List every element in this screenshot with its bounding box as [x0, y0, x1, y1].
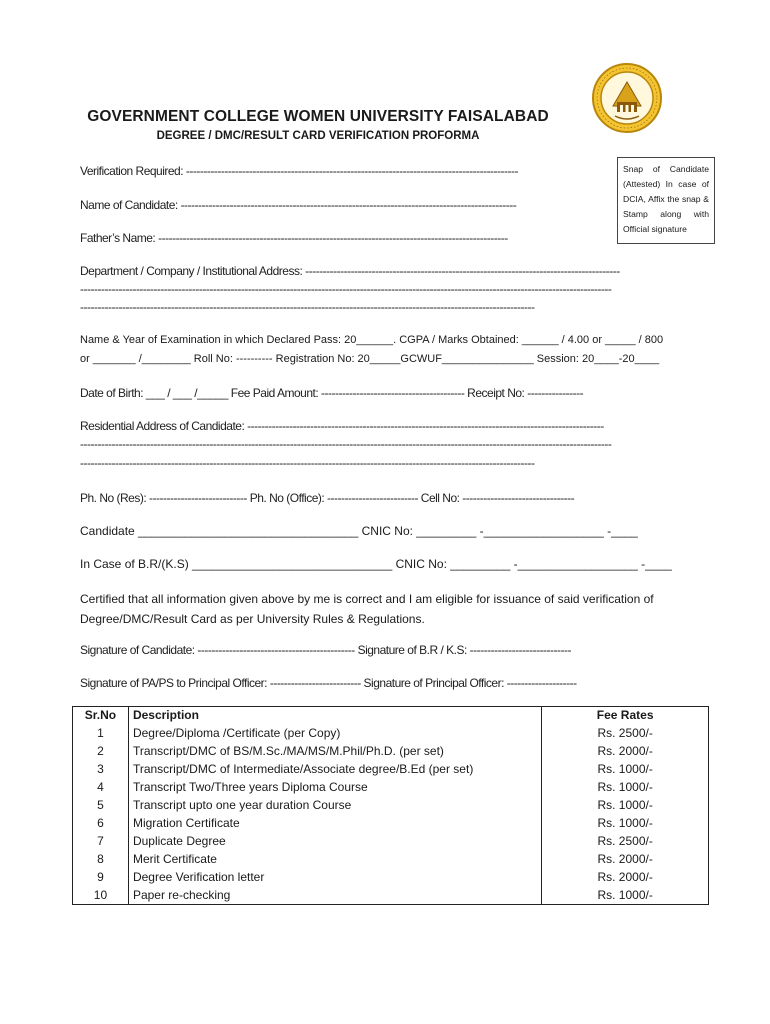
sr-cell: 6 [73, 815, 129, 833]
description-cell: Transcript/DMC of BS/M.Sc./MA/MS/M.Phil/Ph.D. (per set) [128, 743, 541, 761]
header-fee-rates: Fee Rates [542, 707, 709, 725]
page-title: GOVERNMENT COLLEGE WOMEN UNIVERSITY FAISALABAD [87, 108, 549, 125]
br-ks-cnic-field[interactable]: In Case of B.R/(K.S) ______________________________ CNIC No: _________ -__________________ -____ [80, 557, 672, 571]
sr-cell: 10 [73, 887, 129, 905]
table-header-row [73, 707, 709, 725]
sr-cell: 2 [73, 743, 129, 761]
table-row [73, 851, 709, 869]
sr-cell: 9 [73, 869, 129, 887]
residential-address-field[interactable]: Residential Address of Candidate: ------------------------------------------------------------------------------------------------------ [80, 419, 604, 433]
photo-snap-box[interactable]: Snap of Candidate (Attested) In case of DCIA, Affix the snap & Stamp along with Official signature [617, 157, 715, 244]
sr-cell: 4 [73, 779, 129, 797]
sr-cell: 8 [73, 851, 129, 869]
table-row [73, 833, 709, 851]
table-row [73, 725, 709, 743]
sr-cell: 5 [73, 797, 129, 815]
sr-cell: 3 [73, 761, 129, 779]
candidate-name-field[interactable]: Name of Candidate: ------------------------------------------------------------------------------------------------ [80, 198, 517, 212]
description-cell: Degree Verification letter [128, 869, 541, 887]
fee-cell: Rs. 2000/- [542, 869, 709, 887]
fee-cell: Rs. 1000/- [542, 815, 709, 833]
examination-details-line-1[interactable]: Name & Year of Examination in which Declared Pass: 20______. CGPA / Marks Obtained: ______ / 4.00 or _____ / 800 [80, 334, 664, 346]
table-row [73, 869, 709, 887]
fee-cell: Rs. 1000/- [542, 887, 709, 905]
table-row [73, 797, 709, 815]
description-cell: Paper re-checking [128, 887, 541, 905]
fee-cell: Rs. 2000/- [542, 851, 709, 869]
description-cell: Transcript upto one year duration Course [128, 797, 541, 815]
certification-statement: Certified that all information given above by me is correct and I am eligible for issuance of said verification of Degree/DMC/Result Card as per University Rules & Regulations. [80, 592, 654, 626]
dob-fee-receipt-field[interactable]: Date of Birth: ___ / ___ /_____ Fee Paid Amount: ----------------------------------------- Receipt No: ---------------- [80, 386, 584, 400]
table-row [73, 761, 709, 779]
header-description: Description [128, 707, 541, 725]
residential-address-line-3[interactable]: ---------------------------------------------------------------------------------------------------------------------------------- [80, 456, 535, 470]
fee-cell: Rs. 1000/- [542, 797, 709, 815]
table-row [73, 815, 709, 833]
fathers-name-field[interactable]: Father’s Name: ---------------------------------------------------------------------------------------------------- [80, 231, 508, 245]
page-subtitle: DEGREE / DMC/RESULT CARD VERIFICATION PROFORMA [156, 130, 480, 142]
phone-numbers-field[interactable]: Ph. No (Res): ---------------------------- Ph. No (Office): -------------------------- Cell No: -------------------------------- [80, 491, 575, 505]
candidate-cnic-field[interactable]: Candidate _________________________________ CNIC No: _________ -__________________ -____ [80, 524, 638, 538]
institutional-address-field[interactable]: Department / Company / Institutional Address: ------------------------------------------------------------------------------------------ [80, 264, 620, 278]
fee-cell: Rs. 2500/- [542, 833, 709, 851]
residential-address-line-2[interactable]: -------------------------------------------------------------------------------------------------------------------------------------------------------- [80, 437, 612, 451]
signature-candidate-br-field[interactable]: Signature of Candidate: --------------------------------------------- Signature of B.R / K.S: ----------------------------- [80, 643, 572, 657]
description-cell: Degree/Diploma /Certificate (per Copy) [128, 725, 541, 743]
description-cell: Migration Certificate [128, 815, 541, 833]
table-row [73, 743, 709, 761]
description-cell: Transcript/DMC of Intermediate/Associate degree/B.Ed (per set) [128, 761, 541, 779]
description-cell: Transcript Two/Three years Diploma Course [128, 779, 541, 797]
fee-rates-table [72, 706, 709, 905]
fee-cell: Rs. 1000/- [542, 779, 709, 797]
verification-required-field[interactable]: Verification Required: ----------------------------------------------------------------------------------------------- [80, 164, 519, 178]
fee-cell: Rs. 2500/- [542, 725, 709, 743]
sr-cell: 7 [73, 833, 129, 851]
fee-cell: Rs. 2000/- [542, 743, 709, 761]
sr-cell: 1 [73, 725, 129, 743]
institutional-address-line-3[interactable]: ---------------------------------------------------------------------------------------------------------------------------------- [80, 300, 535, 314]
header-sr-no: Sr.No [73, 707, 129, 725]
table-row [73, 887, 709, 905]
table-row [73, 779, 709, 797]
examination-details-line-2[interactable]: or _______ /________ Roll No: ---------- Registration No: 20_____GCWUF_______________ Session: 20____-20____ [80, 353, 660, 365]
description-cell: Merit Certificate [128, 851, 541, 869]
description-cell: Duplicate Degree [128, 833, 541, 851]
signature-officers-field[interactable]: Signature of PA/PS to Principal Officer: -------------------------- Signature of Principal Officer: -------------------- [80, 676, 577, 690]
fee-cell: Rs. 1000/- [542, 761, 709, 779]
institutional-address-line-2[interactable]: -------------------------------------------------------------------------------------------------------------------------------------------------------- [80, 282, 612, 296]
